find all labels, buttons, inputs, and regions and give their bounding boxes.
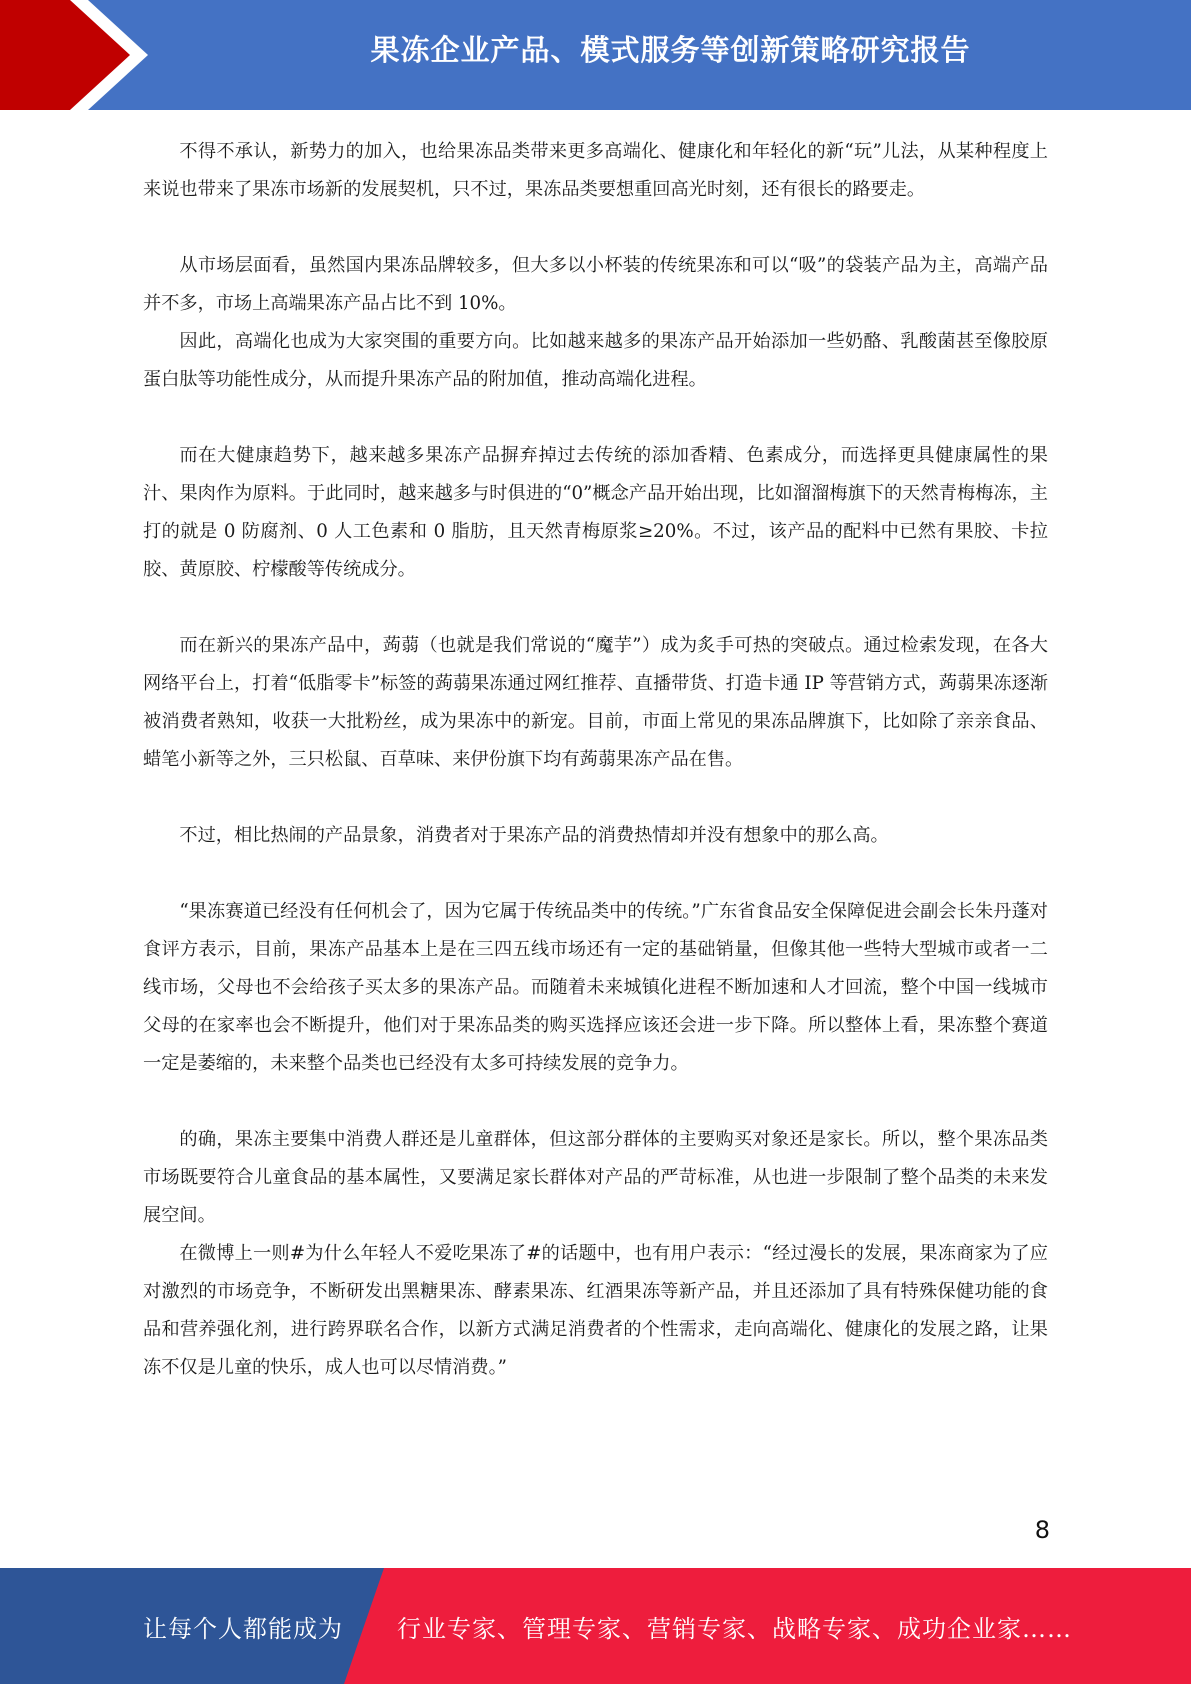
paragraph: 不得不承认，新势力的加入，也给果冻品类带来更多高端化、健康化和年轻化的新“玩”儿法，从某种程度上来说也带来了果冻市场新的发展契机，只不过，果冻品类要想重回高光时刻，还有很长的路要走。 bbox=[143, 141, 1048, 200]
page-number: 8 bbox=[1034, 1516, 1050, 1544]
paragraph: 因此，高端化也成为大家突围的重要方向。比如越来越多的果冻产品开始添加一些奶酪、乳酸菌甚至像胶原蛋白肽等功能性成分，从而提升果冻产品的附加值，推动高端化进程。 bbox=[143, 331, 1048, 390]
footer-slogan-right: 行业专家、管理专家、营销专家、战略专家、成功企业家…… bbox=[397, 1615, 1072, 1643]
article-body bbox=[143, 133, 1048, 1387]
paragraph: 而在大健康趋势下，越来越多果冻产品摒弃掉过去传统的添加香精、色素成分，而选择更具健康属性的果汁、果肉作为原料。于此同时，越来越多与时俱进的“0”概念产品开始出现，比如溜溜梅旗下的天然青梅梅冻，主打的就是 0 防腐剂、0 人工色素和 0 脂肪，且天然青梅原浆≥20%。不过，该产品的配料中已然有果胶、卡拉胶、黄原胶、柠檬酸等传统成分。 bbox=[143, 445, 1048, 580]
paragraph: “果冻赛道已经没有任何机会了，因为它属于传统品类中的传统。”广东省食品安全保障促进会副会长朱丹蓬对食评方表示，目前，果冻产品基本上是在三四五线市场还有一定的基础销量，但像其他一些特大型城市或者一二线市场，父母也不会给孩子买太多的果冻产品。而随着未来城镇化进程不断加速和人才回流，整个中国一线城市父母的在家率也会不断提升，他们对于果冻品类的购买选择应该还会进一步下降。所以整体上看，果冻整个赛道一定是萎缩的，未来整个品类也已经没有太多可持续发展的竞争力。 bbox=[143, 901, 1048, 1074]
page-footer bbox=[0, 1568, 1191, 1684]
paragraph: 从市场层面看，虽然国内果冻品牌较多，但大多以小杯装的传统果冻和可以“吸”的袋装产品为主，高端产品并不多，市场上高端果冻产品占比不到 10%。 bbox=[143, 255, 1048, 314]
paragraph: 的确，果冻主要集中消费人群还是儿童群体，但这部分群体的主要购买对象还是家长。所以，整个果冻品类市场既要符合儿童食品的基本属性，又要满足家长群体对产品的严苛标准，从也进一步限制了整个品类的未来发展空间。 bbox=[143, 1129, 1048, 1226]
footer-slogan-left: 让每个人都能成为 bbox=[143, 1615, 343, 1643]
page-header bbox=[0, 0, 1191, 110]
header-arrow-icon bbox=[0, 0, 160, 110]
paragraph: 而在新兴的果冻产品中，蒟蒻（也就是我们常说的“魔芋”）成为炙手可热的突破点。通过检索发现，在各大网络平台上，打着“低脂零卡”标签的蒟蒻果冻通过网红推荐、直播带货、打造卡通 IP 等营销方式，蒟蒻果冻逐渐被消费者熟知，收获一大批粉丝，成为果冻中的新宠。目前，市面上常见的果冻品牌旗下，比如除了亲亲食品、蜡笔小新等之外，三只松鼠、百草味、来伊份旗下均有蒟蒻果冻产品在售。 bbox=[143, 635, 1048, 770]
paragraph: 在微博上一则#为什么年轻人不爱吃果冻了#的话题中，也有用户表示：“经过漫长的发展，果冻商家为了应对激烈的市场竞争，不断研发出黑糖果冻、酵素果冻、红酒果冻等新产品，并且还添加了具有特殊保健功能的食品和营养强化剂，进行跨界联名合作，以新方式满足消费者的个性需求，走向高端化、健康化的发展之路，让果冻不仅是儿童的快乐，成人也可以尽情消费。” bbox=[143, 1243, 1048, 1378]
paragraph: 不过，相比热闹的产品景象，消费者对于果冻产品的消费热情却并没有想象中的那么高。 bbox=[179, 825, 889, 846]
report-title: 果冻企业产品、模式服务等创新策略研究报告 bbox=[370, 33, 971, 67]
